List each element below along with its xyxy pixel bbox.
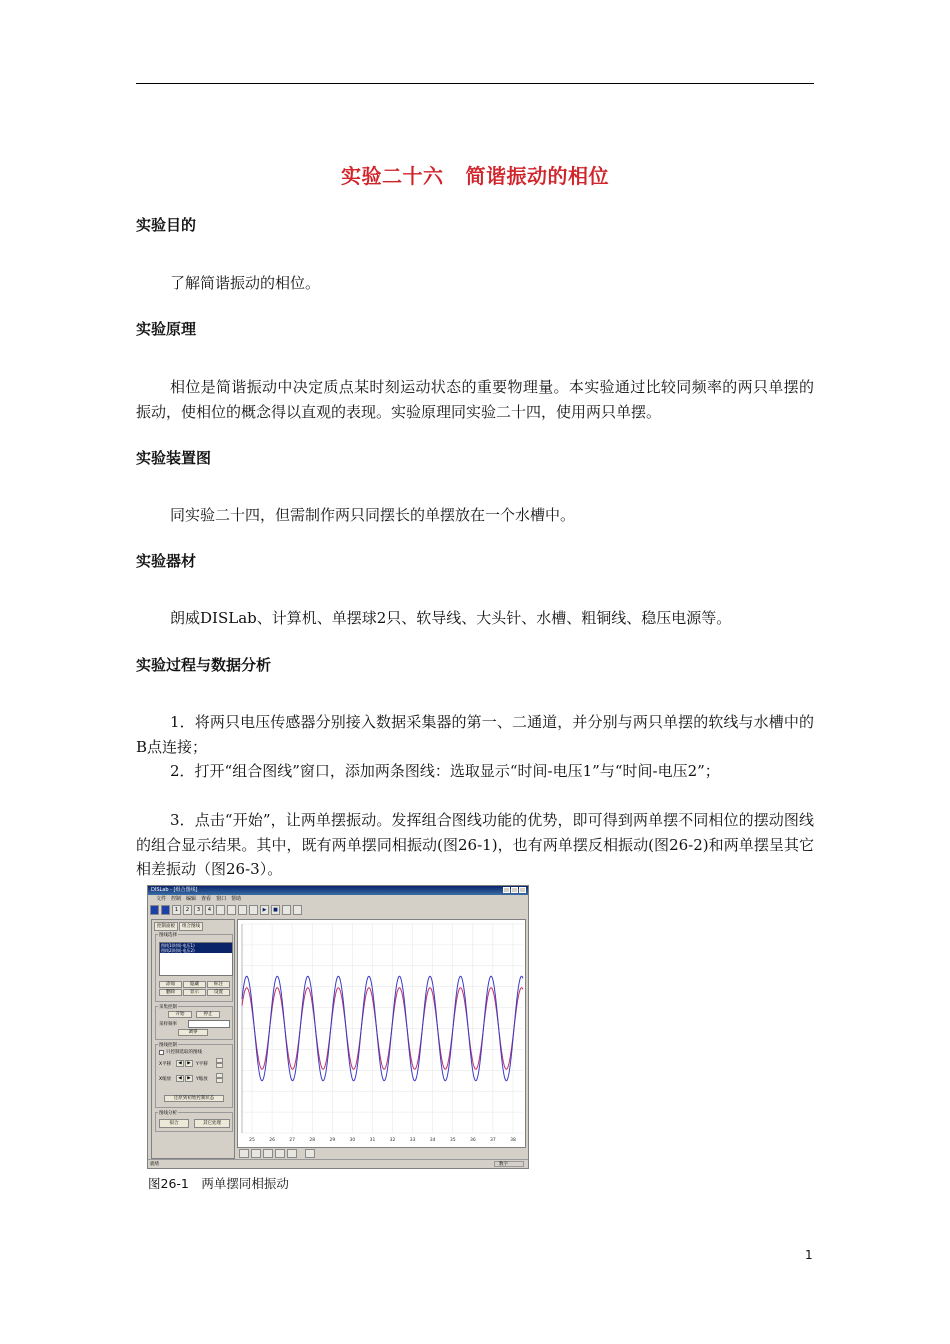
zoom-out-icon[interactable] [287,1149,297,1158]
tab-combined-plot[interactable]: 组合图线 [179,922,203,931]
zero-button[interactable]: 调零 [178,1029,208,1036]
paragraph-step-3: 3．点击“开始”，让两单摆振动。发挥组合图线功能的优势，即可得到两单摆不同相位的摆动图线的组合显示结果。其中，既有两单摆同相振动(图26-1)，也有两单摆反相振动(图26-2)和两单摆呈其它相差振动（图26-3）。 [136,811,814,878]
title-text: 简谐振动的相位 [465,164,609,188]
group-curve-select-label: 图线选择 [159,933,177,938]
status-mode: 数字 [494,1161,524,1167]
y-shift-down-button[interactable] [216,1063,223,1068]
menu-view[interactable]: 查看 [201,896,212,902]
minimize-icon[interactable] [503,887,510,893]
control-panel [151,919,235,1159]
paragraph-step-2: 2．打开“组合图线”窗口，添加两条图线：选取显示“时间-电压1”与“时间-电压2”； [170,762,720,780]
toolbar-1-button[interactable]: 1 [172,905,181,915]
group-plot-label: 图线控制 [159,1043,177,1048]
paragraph-step-1: 1．将两只电压传感器分别接入数据采集器的第一、二通道，并分别与两只单摆的软线与水槽中的B点连接； [136,713,814,756]
paragraph-purpose: 了解简谐振动的相位。 [170,274,321,292]
split-horizontal-icon[interactable] [238,905,247,915]
window-titlebar [148,886,528,895]
start-button[interactable]: 开始 [168,1011,192,1018]
menu-file[interactable]: 文件 [156,896,167,902]
title-experiment-number: 实验二十六 [341,164,444,188]
menu-help[interactable]: 帮助 [231,896,242,902]
y-shift-label: Y平移 [196,1062,208,1067]
document-title [0,160,950,189]
grid-icon[interactable] [216,905,225,915]
status-bar [148,1159,528,1168]
show-button[interactable]: 显示 [183,989,206,996]
cursor-icon[interactable] [239,1149,249,1158]
section-heading-principle: 实验原理 [136,320,197,338]
maximize-icon[interactable] [511,887,518,893]
paragraph-principle: 相位是简谐振动中决定质点某时刻运动状态的重要物理量。本实验通过比较同频率的两只单摆的振动，使相位的概念得以直观的表现。实验原理同实验二十四，使用两只单摆。 [136,378,814,421]
group-curve-select [155,934,233,1002]
window-icon[interactable] [161,905,170,915]
x-tick-label: 37 [490,1138,496,1143]
x-zoom-label: X缩放 [159,1077,172,1082]
play-icon[interactable]: ▶ [260,905,269,915]
only-selected-checkbox[interactable] [159,1050,164,1055]
x-tick-label: 30 [349,1138,356,1143]
list-item[interactable]: 图线2(时间-电压2) [160,948,232,953]
menu-bar [148,895,528,903]
paragraph-equipment: 朗威DISLab、计算机、单摆球2只、软导线、大头针、水槽、粗铜线、稳压电源等。 [170,609,732,627]
x-tick-label: 35 [449,1138,456,1143]
layout-icon[interactable] [227,905,236,915]
toolbar-2-button[interactable]: 2 [183,905,192,915]
x-tick-label: 38 [510,1138,516,1143]
toolbar-3-button[interactable]: 3 [194,905,203,915]
group-curve-analysis [155,1112,233,1132]
settings-button[interactable]: 设置 [207,989,230,996]
figure-caption: 图26-1 两单摆同相振动 [148,1176,289,1191]
x-shift-right-button[interactable]: ▶ [185,1060,193,1067]
group-analysis-label: 图线分析 [159,1111,177,1116]
window-title: DISLab - [组合图线] [151,887,198,893]
x-tick-label: 36 [469,1138,476,1143]
print-icon[interactable] [305,1149,315,1158]
curve-list[interactable] [159,942,233,976]
copy-icon[interactable] [293,905,302,915]
rate-select[interactable] [188,1020,230,1028]
x-tick-label: 34 [429,1138,436,1143]
x-zoom-out-button[interactable]: ◀ [176,1075,184,1082]
menu-window[interactable]: 窗口 [216,896,227,902]
x-tick-label: 32 [389,1138,396,1143]
y-zoom-label: Y缩放 [196,1077,208,1082]
section-heading-equipment: 实验器材 [136,552,197,570]
plot-area[interactable] [237,919,526,1148]
x-tick-label: 25 [249,1138,255,1143]
annotate-button[interactable]: 标注 [207,981,230,988]
restore-button[interactable]: 还原到初始控制状态 [164,1095,224,1102]
section-heading-purpose: 实验目的 [136,216,197,234]
add-button[interactable]: 添加 [159,981,182,988]
toolbar-4-button[interactable]: 4 [205,905,214,915]
x-shift-left-button[interactable]: ◀ [176,1060,184,1067]
x-shift-label: X平移 [159,1062,172,1067]
x-zoom-in-button[interactable]: ▶ [185,1075,193,1082]
plot-toolbar [237,1148,526,1158]
export-icon[interactable] [282,905,291,915]
fit-button[interactable]: 拟合 [159,1119,189,1128]
hand-icon[interactable] [251,1149,261,1158]
waveform-chart [238,920,525,1147]
x-tick-label: 26 [269,1138,275,1143]
other-processing-button[interactable]: 其它处理 [194,1119,230,1128]
x-tick-label: 31 [369,1138,376,1143]
select-icon[interactable] [263,1149,273,1158]
x-tick-label: 28 [309,1138,316,1143]
group-collect-label: 采集控制 [159,1005,177,1010]
status-text: 就绪 [150,1162,159,1167]
x-tick-label: 33 [409,1138,416,1143]
panel-icon[interactable] [150,905,159,915]
paragraph-apparatus-diagram: 同实验二十四，但需制作两只同摆长的单摆放在一个水槽中。 [170,506,576,524]
zoom-in-icon[interactable] [275,1149,285,1158]
stop-button[interactable]: 停止 [196,1011,220,1018]
group-collect-control [155,1006,233,1040]
header-rule [136,83,814,84]
close-icon[interactable] [519,887,526,893]
x-tick-label: 27 [289,1138,296,1143]
group-plot-control [155,1044,233,1108]
list-item[interactable]: 图线1(时间-电压1) [160,943,232,948]
rate-label: 采样频率 [159,1022,177,1027]
page-number: 1 [805,1248,813,1262]
delete-button[interactable]: 删除 [159,989,182,996]
toolbar [150,904,302,916]
section-heading-apparatus-diagram: 实验装置图 [136,449,212,467]
y-zoom-down-button[interactable] [216,1078,223,1083]
x-tick-label: 29 [329,1138,336,1143]
split-vertical-icon[interactable] [249,905,258,915]
section-heading-procedure: 实验过程与数据分析 [136,656,272,674]
hide-button[interactable]: 隐藏 [183,981,206,988]
only-selected-label: 只控制选取的图线 [166,1050,202,1055]
menu-control[interactable]: 控制 [171,896,182,902]
figure-software-screenshot [147,885,529,1169]
tab-control-panel[interactable]: 控制面板 [154,922,178,931]
menu-edit[interactable]: 编辑 [186,896,197,902]
stop-icon[interactable]: ■ [271,905,280,915]
